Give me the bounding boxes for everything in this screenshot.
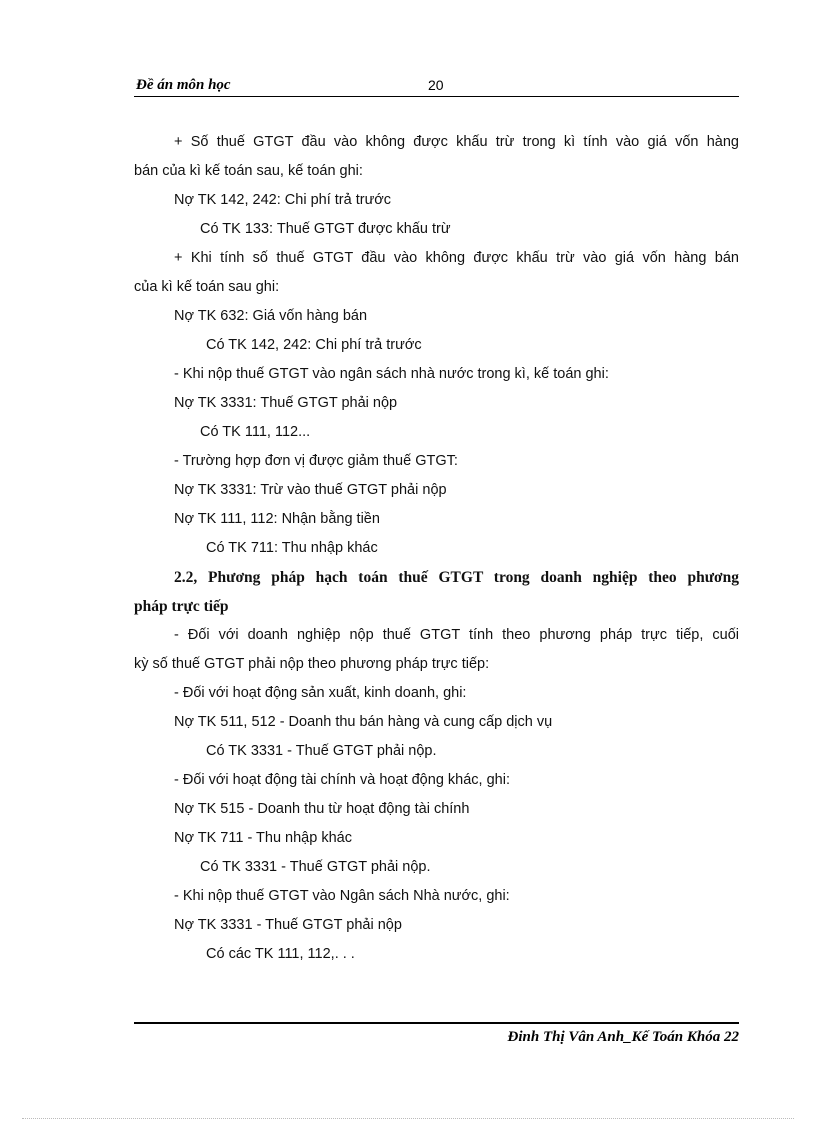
paragraph-line: + Khi tính số thuế GTGT đầu vào không được khấu trừ vào giá vốn hàng bán [174,250,739,266]
entry-credit: Có TK 3331 - Thuế GTGT phải nộp. [200,859,431,875]
entry-credit: Có TK 111, 112... [200,424,311,440]
section-heading: 2.2, Phương pháp hạch toán thuế GTGT trong doanh nghiệp theo phương [174,569,739,586]
entry-debit: Nợ TK 511, 512 - Doanh thu bán hàng và cung cấp dịch vụ [174,714,553,730]
footer-divider [134,1022,739,1024]
entry-debit: Nợ TK 111, 112: Nhận bằng tiền [174,511,380,527]
paragraph-line: - Khi nộp thuế GTGT vào Ngân sách Nhà nước, ghi: [174,888,510,904]
entry-credit: Có TK 133: Thuế GTGT được khấu trừ [200,221,451,237]
entry-debit: Nợ TK 3331 - Thuế GTGT phải nộp [174,917,402,933]
entry-credit: Có TK 142, 242: Chi phí trả trước [206,337,422,353]
entry-debit: Nợ TK 142, 242: Chi phí trả trước [174,192,392,208]
paragraph-line: - Khi nộp thuế GTGT vào ngân sách nhà nước trong kì, kế toán ghi: [174,366,609,382]
paragraph-line: - Đối với hoạt động sản xuất, kinh doanh, ghi: [174,685,467,701]
paragraph-line: - Trường hợp đơn vị được giảm thuế GTGT: [174,453,458,469]
entry-debit: Nợ TK 3331: Thuế GTGT phải nộp [174,395,398,411]
footer-author: Đinh Thị Vân Anh_Kế Toán Khóa 22 [507,1029,739,1045]
page-header [134,74,739,97]
paragraph-line: - Đối với doanh nghiệp nộp thuế GTGT tính theo phương pháp trực tiếp, cuối [174,627,739,643]
paragraph-line: + Số thuế GTGT đầu vào không được khấu trừ trong kì tính vào giá vốn hàng [174,134,739,150]
entry-debit: Nợ TK 711 - Thu nhập khác [174,830,352,846]
entry-credit: Có TK 3331 - Thuế GTGT phải nộp. [206,743,437,759]
paragraph-line: kỳ số thuế GTGT phải nộp theo phương pháp trực tiếp: [134,656,490,672]
entry-debit: Nợ TK 632: Giá vốn hàng bán [174,308,368,324]
paragraph-line: của kì kế toán sau ghi: [134,279,280,295]
section-heading: pháp trực tiếp [134,598,229,615]
document-body [134,128,739,969]
entry-credit: Có TK 711: Thu nhập khác [206,540,378,556]
page-number: 20 [428,77,444,93]
entry-credit: Có các TK 111, 112,. . . [206,946,355,962]
page-edge [22,1118,794,1119]
entry-debit: Nợ TK 515 - Doanh thu từ hoạt động tài chính [174,801,470,817]
header-title: Đề án môn học [136,77,231,93]
paragraph-line: - Đối với hoạt động tài chính và hoạt động khác, ghi: [174,772,510,788]
entry-debit: Nợ TK 3331: Trừ vào thuế GTGT phải nộp [174,482,447,498]
paragraph-line: bán của kì kế toán sau, kế toán ghi: [134,163,363,179]
